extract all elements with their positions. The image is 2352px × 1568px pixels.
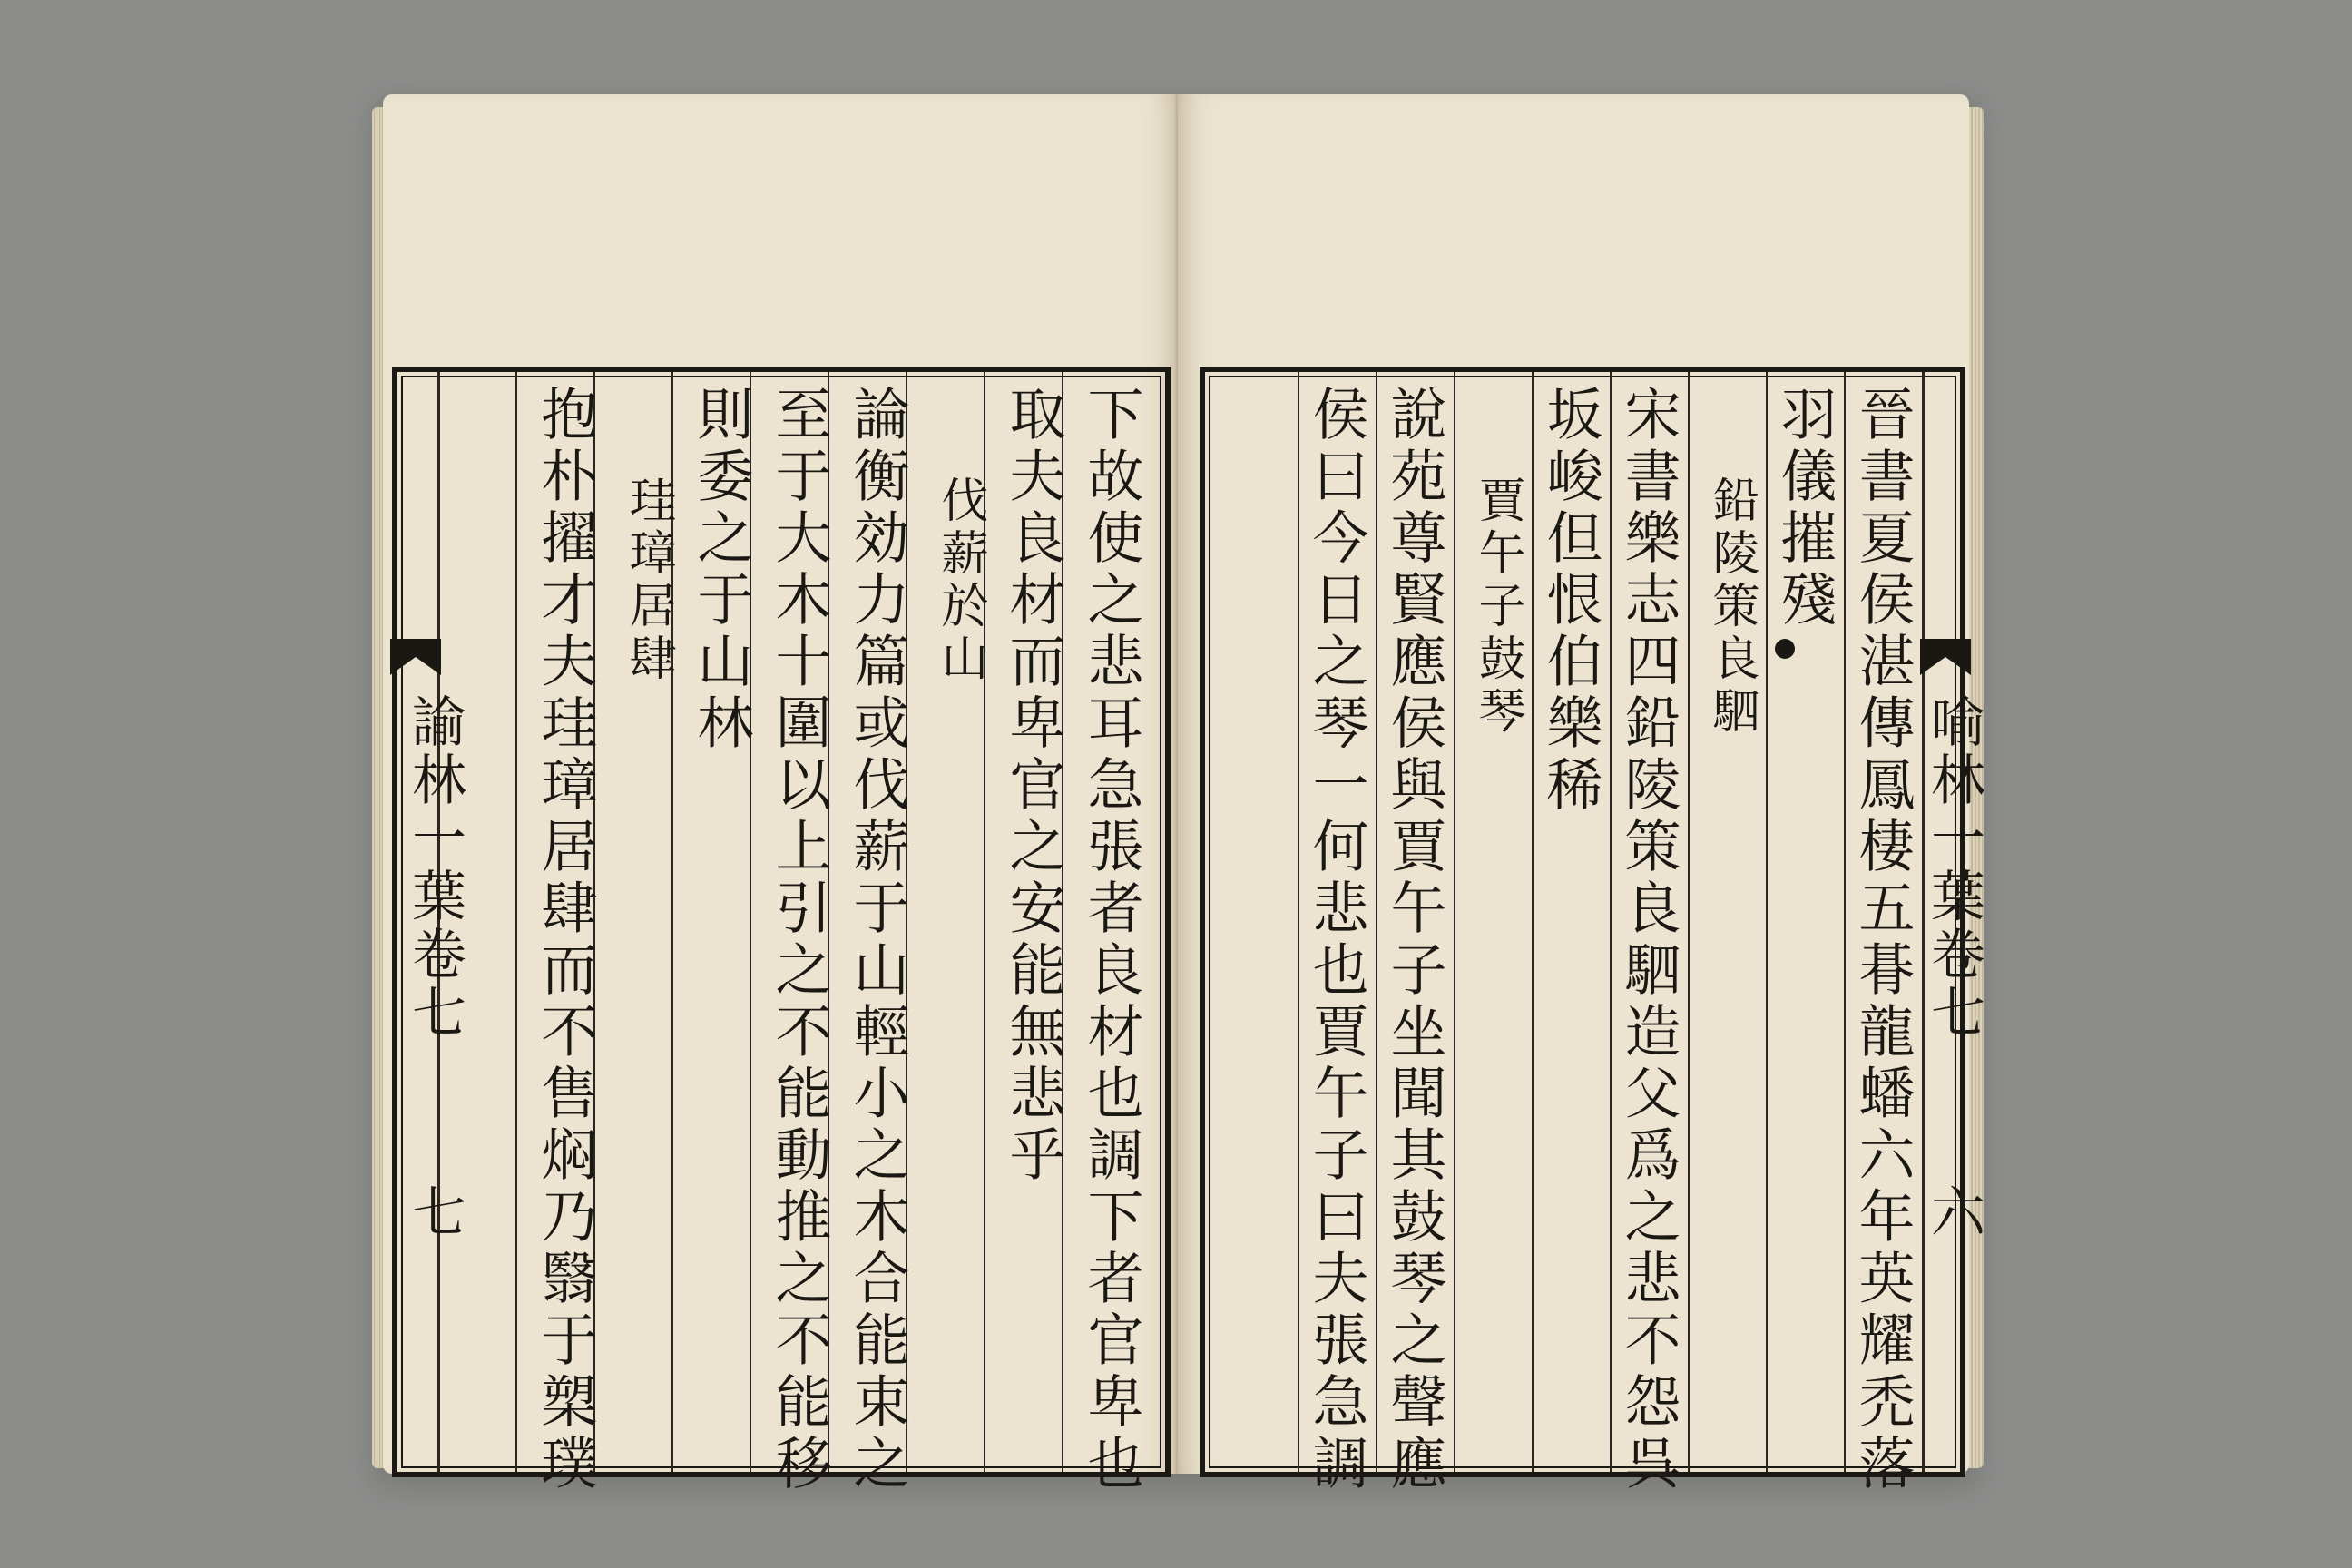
text-column: 則委之于山林 bbox=[688, 385, 754, 755]
left-margin-title: 諭林一葉卷七 bbox=[403, 693, 466, 1042]
text-column: 宋書樂志四鉛陵策良駟造父爲之悲不怨呉 bbox=[1615, 385, 1681, 1495]
fishtail-mark bbox=[1920, 639, 1971, 675]
text-column: 下故使之悲耳急張者良材也調下者官卑也 bbox=[1078, 385, 1144, 1495]
text-column: 論衡効力篇或伐薪于山輕小之木合能束之 bbox=[844, 385, 910, 1495]
fishtail-mark bbox=[390, 639, 441, 675]
section-heading: 伐薪於山 bbox=[933, 475, 987, 686]
section-heading: 賈午子鼓琴 bbox=[1470, 475, 1524, 739]
right-margin-page-number: 六 bbox=[1922, 1183, 1985, 1241]
text-column: 取夫良材而卑官之安能無悲乎 bbox=[1000, 385, 1066, 1187]
text-column: 至于大木十圍以上引之不能動推之不能移 bbox=[766, 385, 832, 1495]
text-column: 晉書夏侯湛傳鳳棲五朞龍蟠六年英耀禿落 bbox=[1849, 385, 1916, 1495]
right-page bbox=[1178, 94, 1985, 1495]
left-page bbox=[383, 94, 1178, 1495]
section-heading: 鉛陵策良駟 bbox=[1704, 475, 1759, 739]
text-column: 說苑尊賢應侯與賈午子坐聞其鼓琴之聲應 bbox=[1381, 385, 1447, 1495]
punctuation-dot bbox=[1775, 639, 1795, 659]
text-column: 侯曰今日之琴一何悲也賈午子曰夫張急調 bbox=[1303, 385, 1369, 1495]
section-heading: 珪璋居肆 bbox=[621, 475, 675, 686]
text-column: 抱朴擢才夫珪璋居肆而不售焖乃翳于槊璞 bbox=[532, 385, 598, 1495]
right-margin-title: 喻林一葉卷七 bbox=[1922, 693, 1985, 1042]
left-margin-page-number: 七 bbox=[403, 1183, 466, 1241]
text-column: 羽儀摧殘 bbox=[1771, 385, 1838, 632]
text-column: 坂峻但恨伯樂稀 bbox=[1537, 385, 1603, 817]
